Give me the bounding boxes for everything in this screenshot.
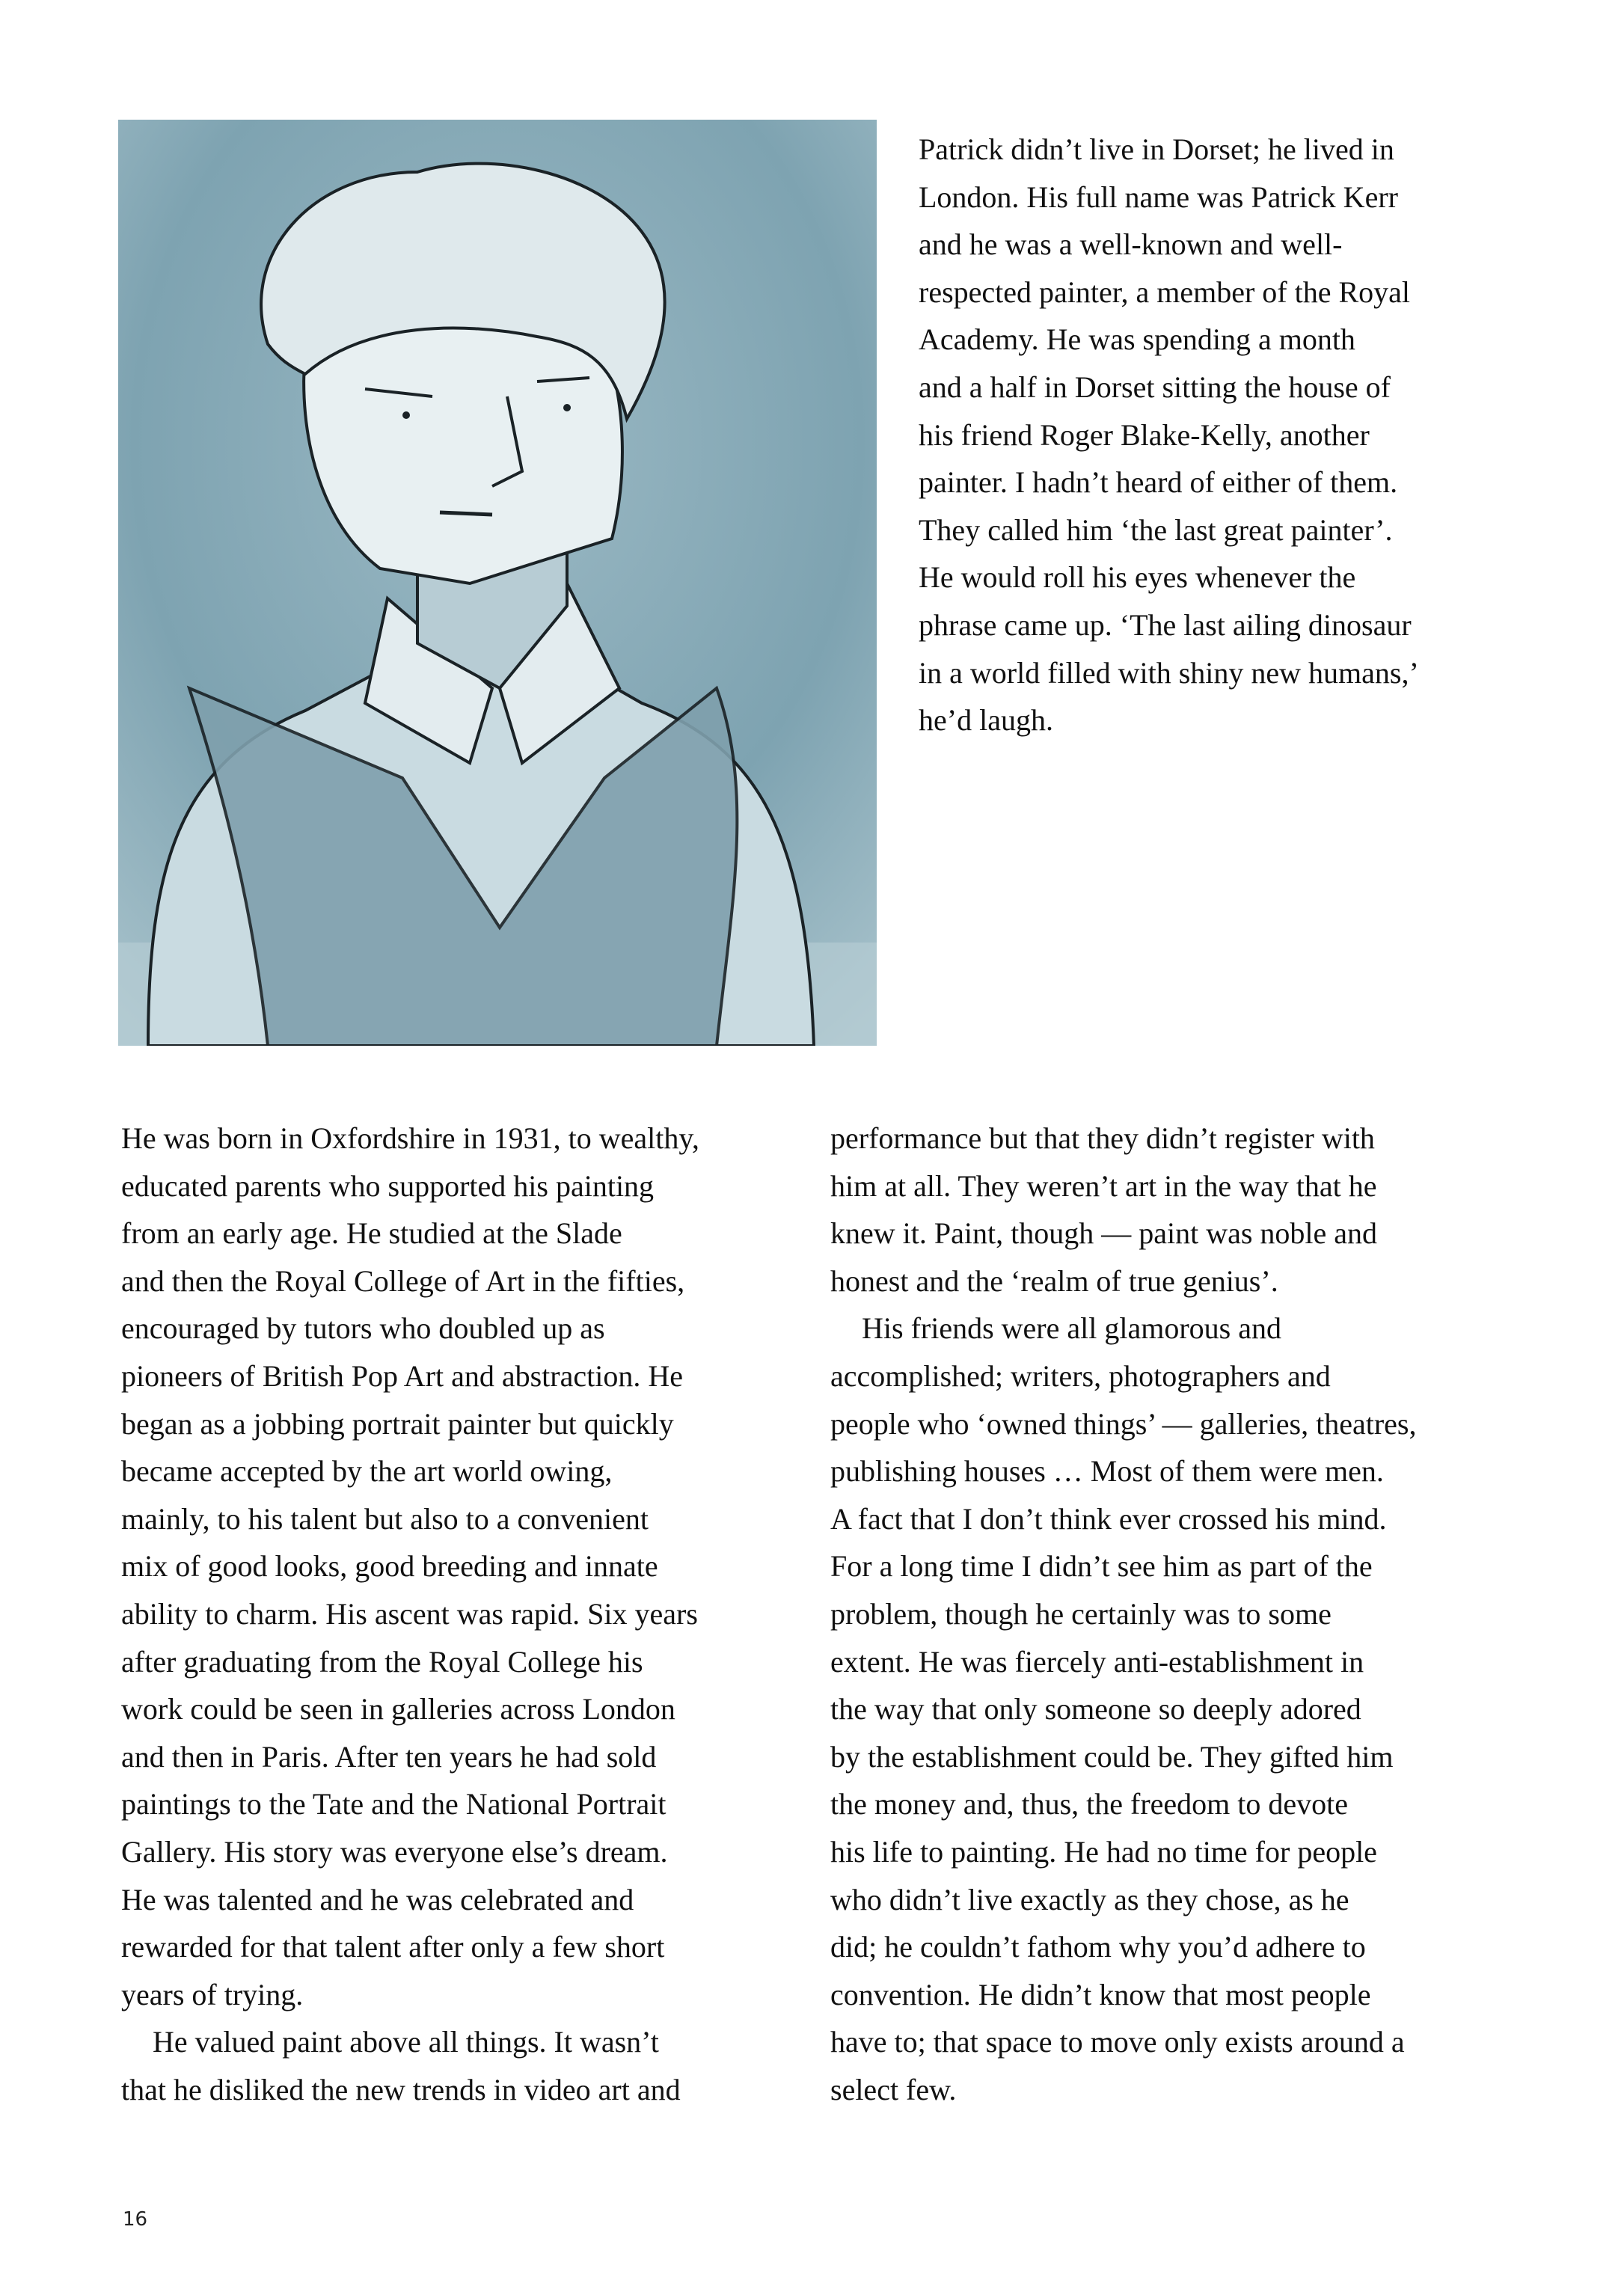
page-number: 16 bbox=[123, 2208, 148, 2231]
text-line: by the establishment could be. They gifted him bbox=[830, 1739, 1394, 1774]
text-line: his life to painting. He had no time for people bbox=[830, 1834, 1377, 1869]
text-line: he’d laugh. bbox=[919, 703, 1053, 738]
text-line: Patrick didn’t live in Dorset; he lived in bbox=[919, 132, 1394, 166]
text-line: honest and the ‘realm of true genius’. bbox=[830, 1263, 1278, 1298]
right-column-text bbox=[830, 1115, 1519, 2113]
text-line: paintings to the Tate and the National Portrait bbox=[121, 1787, 667, 1821]
text-line: mix of good looks, good breeding and innate bbox=[121, 1549, 658, 1584]
text-line: who didn’t live exactly as they chose, as he bbox=[830, 1882, 1349, 1916]
text-line: publishing houses … Most of them were men. bbox=[830, 1454, 1384, 1489]
text-line: that he disliked the new trends in video art and bbox=[121, 2072, 681, 2106]
text-line: respected painter, a member of the Royal bbox=[919, 275, 1411, 309]
text-line: and a half in Dorset sitting the house of bbox=[919, 370, 1391, 404]
text-line: select few. bbox=[830, 2072, 957, 2106]
text-line: mainly, to his talent but also to a convenient bbox=[121, 1501, 649, 1536]
text-line: work could be seen in galleries across London bbox=[121, 1692, 675, 1726]
text-line: accomplished; writers, photographers and bbox=[830, 1358, 1331, 1393]
text-line: the way that only someone so deeply adored bbox=[830, 1692, 1361, 1726]
text-line: A fact that I don’t think ever crossed his mind. bbox=[830, 1501, 1387, 1536]
text-line: His friends were all glamorous and bbox=[862, 1311, 1281, 1346]
text-line: He was talented and he was celebrated and bbox=[121, 1882, 634, 1916]
text-line: educated parents who supported his painting bbox=[121, 1168, 655, 1203]
text-line: They called him ‘the last great painter’. bbox=[919, 512, 1393, 547]
text-line: the money and, thus, the freedom to devote bbox=[830, 1787, 1349, 1821]
text-line: problem, though he certainly was to some bbox=[830, 1596, 1332, 1631]
text-line: began as a jobbing portrait painter but quickly bbox=[121, 1406, 674, 1441]
text-line: have to; that space to move only exists around a bbox=[830, 2025, 1405, 2059]
text-line: rewarded for that talent after only a few short bbox=[121, 1930, 665, 1964]
text-line: Gallery. His story was everyone else’s dream. bbox=[121, 1834, 668, 1869]
text-line: and then in Paris. After ten years he had sold bbox=[121, 1739, 657, 1774]
text-line: For a long time I didn’t see him as part of the bbox=[830, 1549, 1373, 1584]
text-line: He would roll his eyes whenever the bbox=[919, 560, 1356, 595]
text-line: He valued paint above all things. It wasn’t bbox=[153, 2025, 659, 2059]
text-line: Academy. He was spending a month bbox=[919, 322, 1355, 357]
intro-paragraph bbox=[919, 126, 1562, 744]
text-line: and he was a well-known and well- bbox=[919, 227, 1343, 262]
text-line: pioneers of British Pop Art and abstraction. He bbox=[121, 1358, 683, 1393]
text-line: knew it. Paint, though — paint was noble and bbox=[830, 1216, 1378, 1251]
text-line: years of trying. bbox=[121, 1977, 304, 2011]
text-line: became accepted by the art world owing, bbox=[121, 1454, 613, 1489]
text-line: did; he couldn’t fathom why you’d adhere to bbox=[830, 1930, 1366, 1964]
text-line: after graduating from the Royal College his bbox=[121, 1644, 643, 1679]
text-line: him at all. They weren’t art in the way that he bbox=[830, 1168, 1377, 1203]
text-line: from an early age. He studied at the Slade bbox=[121, 1216, 622, 1251]
text-line: his friend Roger Blake-Kelly, another bbox=[919, 417, 1370, 452]
text-line: convention. He didn’t know that most people bbox=[830, 1977, 1371, 2011]
text-line: He was born in Oxfordshire in 1931, to wealthy, bbox=[121, 1121, 699, 1155]
text-line: in a world filled with shiny new humans,’ bbox=[919, 655, 1419, 690]
left-column-text bbox=[121, 1115, 794, 2113]
text-line: London. His full name was Patrick Kerr bbox=[919, 180, 1398, 214]
text-line: people who ‘owned things’ — galleries, theatres, bbox=[830, 1406, 1417, 1441]
portrait-illustration bbox=[118, 120, 877, 1046]
text-line: ability to charm. His ascent was rapid. Six years bbox=[121, 1596, 698, 1631]
text-line: phrase came up. ‘The last ailing dinosaur bbox=[919, 607, 1412, 642]
text-line: performance but that they didn’t register with bbox=[830, 1121, 1375, 1155]
text-line: painter. I hadn’t heard of either of them. bbox=[919, 465, 1398, 500]
text-line: extent. He was fiercely anti-establishment in bbox=[830, 1644, 1364, 1679]
text-line: and then the Royal College of Art in the fifties, bbox=[121, 1263, 685, 1298]
text-line: encouraged by tutors who doubled up as bbox=[121, 1311, 605, 1346]
